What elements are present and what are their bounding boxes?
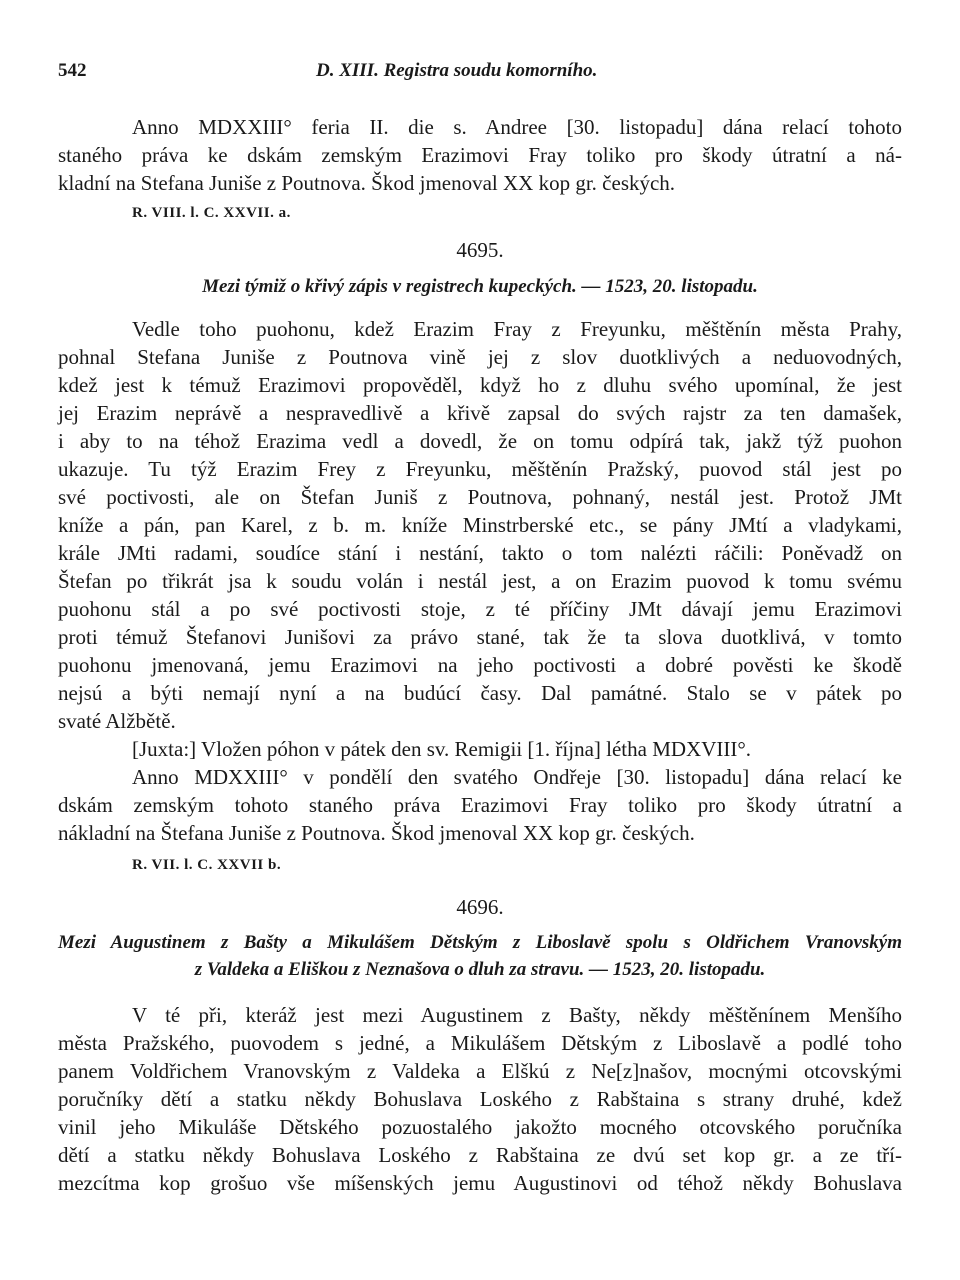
page-number: 542 (58, 60, 87, 81)
page-header (58, 60, 902, 90)
text-line: své poctivosti, ale on Štefan Juniš z Poutnova, pohnaný, nestál jest. Protož JMt (58, 485, 902, 509)
text-line: Štefan po třikrát jsa k soudu volán i nestál jest, a on Erazim puovod k tomu svému (58, 569, 902, 593)
text-line: kladní na Stefana Juniše z Poutnova. Škod jmenoval XX kop gr. českých. (58, 171, 676, 195)
text-line: pohnal Stefana Juniše z Poutnova vině jej z slov duotklivých a neduovodných, (58, 345, 902, 369)
text-line: města Pražského, puovodem s jedné, a Mikulášem Dětským z Liboslavě a podlé toho (58, 1031, 902, 1055)
text-line: vinil jeho Mikuláše Dětského pozuostalého jakožto mocného otcovského poručníka (58, 1115, 902, 1139)
entry-rubric: Mezi Augustinem z Bašty a Mikulášem Dětským z Liboslavě spolu s Oldřichem Vranovským (58, 932, 902, 953)
text-line: dskám zemským tohoto staného práva Erazimovi Fray toliko pro škody útratní a (58, 793, 902, 817)
text-line: kdež jest k témuž Erazimovi propověděl, když ho z dluhu svého upomínal, že jest (58, 373, 902, 397)
text-line: panem Voldřichem Vranovským z Valdeka a Elškú z Ne[z]našov, mocnými otcovskými (58, 1059, 902, 1083)
text-line: staného práva ke dskám zemským Erazimovi Fray toliko pro škody útratní a ná- (58, 143, 902, 167)
text-line: nejsú a býti nemají nyní a na budúcí časy. Dal památné. Stalo se v pátek po (58, 681, 902, 705)
text-line: [Juxta:] Vložen póhon v pátek den sv. Remigii [1. října] létha MDXVIII°. (132, 737, 752, 761)
archival-reference: R. VIII. l. C. XXVII. a. (132, 205, 291, 221)
text-line: kníže a pán, pan Karel, z b. m. kníže Minstrberské etc., se pány JMtí a vladykami, (58, 513, 902, 537)
text-line: Anno MDXXIII° v pondělí den svatého Ondřeje [30. listopadu] dána relací ke (132, 765, 902, 789)
running-head: D. XIII. Registra soudu komorního. (316, 60, 598, 81)
text-line: V té při, kteráž jest mezi Augustinem z Bašty, někdy měštěnínem Menšího (132, 1003, 902, 1027)
text-line: puohonu jmenovaná, jemu Erazimovi na jeho poctivosti a dobré pověsti ke škodě (58, 653, 902, 677)
text-line: krále JMti radami, soudíce stání i nestání, takto o tom nalézti ráčili: Poněvadž on (58, 541, 902, 565)
text-line: svaté Alžbětě. (58, 709, 176, 733)
entry-number: 4695. (456, 238, 504, 262)
text-line: proti témuž Štefanovi Junišovi za právo stané, tak že ta slova duotklivá, v tomto (58, 625, 902, 649)
entry-number: 4696. (456, 895, 504, 919)
text-line: nákladní na Štefana Juniše z Poutnova. Škod jmenoval XX kop gr. českých. (58, 821, 695, 845)
archival-reference: R. VII. l. C. XXVII b. (132, 857, 282, 873)
text-line: ukazuje. Tu týž Erazim Frey z Freyunku, měštěnín Pražský, puovod stál jest po (58, 457, 902, 481)
text-line: poručníky dětí a statku někdy Bohuslava Loského z Rabštaina s strany druhé, kdež (58, 1087, 902, 1111)
text-line: puohonu stál a po své poctivosti stoje, z té příčiny JMt dávají jemu Erazimovi (58, 597, 902, 621)
text-line: i aby to na téhož Erazima vedl a dovedl, že on tomu odpírá tak, jakž týž puohon (58, 429, 902, 453)
text-line: Vedle toho puohonu, kdež Erazim Fray z Freyunku, měštěnín města Prahy, (132, 317, 902, 341)
text-line: mezcítma kop grošuo vše míšenských jemu Augustinovi od téhož někdy Bohuslava (58, 1171, 902, 1195)
entry-rubric: z Valdeka a Eliškou z Neznašova o dluh za stravu. — 1523, 20. listopadu. (194, 959, 766, 980)
text-line: Anno MDXXIII° feria II. die s. Andree [30. listopadu] dána relací tohoto (132, 115, 902, 139)
text-line: jej Erazim neprávě a nespravedlivě a křivě zapsal do svých rajstr za ten damašek, (58, 401, 902, 425)
entry-rubric: Mezi týmiž o křivý zápis v registrech kupeckých. — 1523, 20. listopadu. (202, 276, 758, 297)
text-line: dětí a statku někdy Bohuslava Loského z Rabštaina ze dvú set kop gr. a ze tří- (58, 1143, 902, 1167)
